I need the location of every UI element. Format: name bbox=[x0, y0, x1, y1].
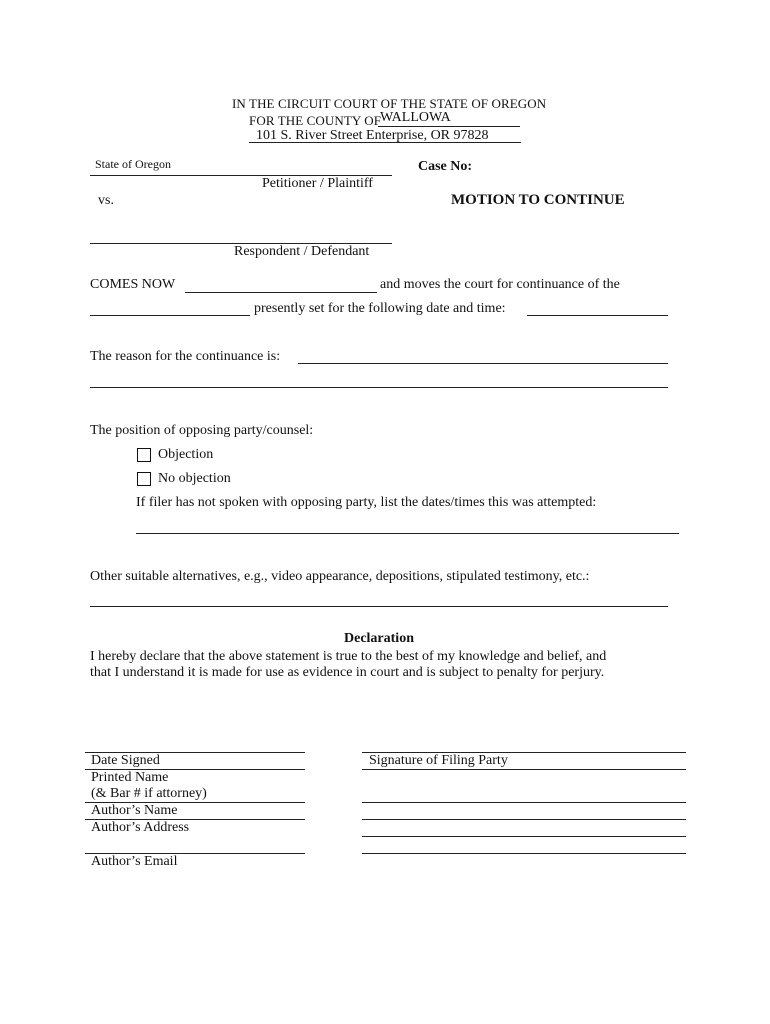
attempts-blank[interactable] bbox=[136, 533, 679, 534]
authors-email-label: Author’s Email bbox=[91, 854, 178, 869]
county-prefix: FOR THE COUNTY OF bbox=[249, 113, 382, 128]
objection-label: Objection bbox=[158, 447, 214, 462]
county-name: WALLOWA bbox=[380, 110, 451, 125]
proceeding-blank[interactable] bbox=[90, 315, 250, 316]
party-name-blank[interactable] bbox=[185, 292, 377, 293]
petitioner-label: Petitioner / Plaintiff bbox=[262, 176, 373, 191]
comes-now-text: COMES NOW bbox=[90, 277, 176, 292]
motion-title: MOTION TO CONTINUE bbox=[451, 192, 625, 208]
authors-address-label: Author’s Address bbox=[91, 820, 190, 835]
date-time-blank[interactable] bbox=[527, 315, 668, 316]
not-spoken-text: If filer has not spoken with opposing party, list the dates/times this was attempted: bbox=[136, 495, 597, 510]
declaration-line-1: I hereby declare that the above statement is true to the best of my knowledge and belief, and bbox=[90, 649, 607, 664]
signature-label: Signature of Filing Party bbox=[369, 753, 508, 768]
case-number-label: Case No: bbox=[418, 159, 473, 174]
printed-name-label: Printed Name bbox=[91, 770, 169, 785]
signature-line-2[interactable] bbox=[362, 769, 686, 770]
alternatives-blank[interactable] bbox=[90, 606, 668, 607]
reason-blank-1[interactable] bbox=[298, 363, 668, 364]
objection-checkbox[interactable] bbox=[137, 448, 151, 462]
authors-name-label: Author’s Name bbox=[91, 803, 178, 818]
address-underline bbox=[249, 142, 521, 143]
signature-line-6[interactable] bbox=[362, 853, 686, 854]
county-underline bbox=[378, 126, 520, 127]
alternatives-label: Other suitable alternatives, e.g., video appearance, depositions, stipulated testimony, etc.: bbox=[90, 569, 590, 584]
reason-blank-2[interactable] bbox=[90, 387, 668, 388]
presently-set-text: presently set for the following date and time: bbox=[254, 301, 506, 316]
no-objection-checkbox[interactable] bbox=[137, 472, 151, 486]
position-label: The position of opposing party/counsel: bbox=[90, 423, 314, 438]
declaration-line-2: that I understand it is made for use as evidence in court and is subject to penalty for perjury. bbox=[90, 665, 605, 680]
moves-court-text: and moves the court for continuance of the bbox=[380, 277, 620, 292]
bar-number-label: (& Bar # if attorney) bbox=[91, 786, 207, 801]
declaration-title: Declaration bbox=[344, 631, 414, 646]
signature-line-4[interactable] bbox=[362, 819, 686, 820]
court-line-text: IN THE CIRCUIT COURT OF THE STATE OF OREGON bbox=[232, 96, 547, 111]
petitioner-name: State of Oregon bbox=[95, 157, 171, 171]
versus-text: vs. bbox=[98, 193, 114, 208]
signature-line-3[interactable] bbox=[362, 802, 686, 803]
date-signed-label: Date Signed bbox=[91, 753, 160, 768]
reason-label: The reason for the continuance is: bbox=[90, 349, 281, 364]
respondent-label: Respondent / Defendant bbox=[234, 244, 370, 259]
signature-line-5[interactable] bbox=[362, 836, 686, 837]
no-objection-label: No objection bbox=[158, 471, 231, 486]
court-address: 101 S. River Street Enterprise, OR 97828 bbox=[256, 128, 489, 143]
